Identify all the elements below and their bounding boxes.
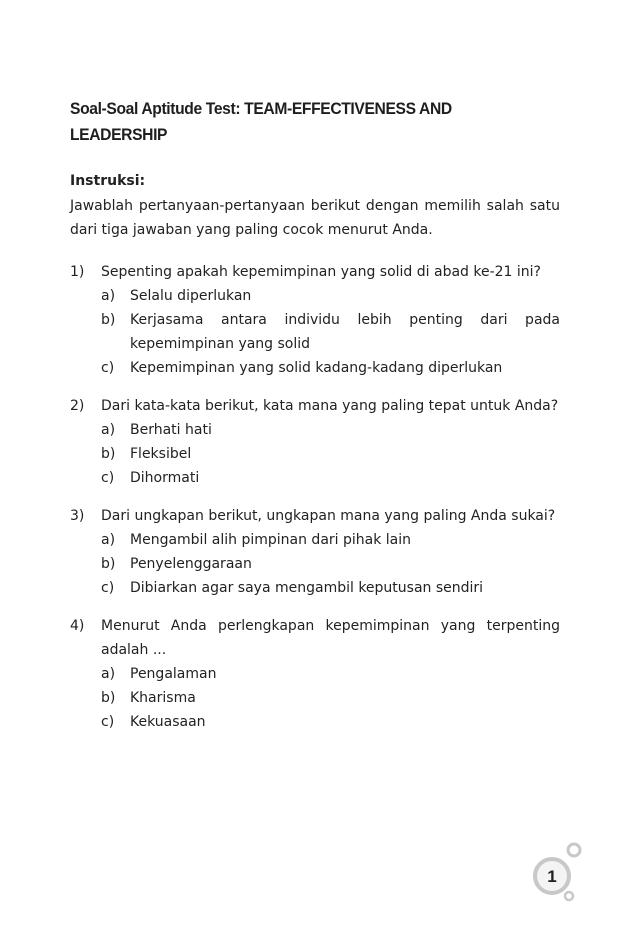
option-key: a) <box>101 288 116 304</box>
question-1 <box>70 260 560 380</box>
option-a <box>101 418 560 442</box>
option-key: a) <box>101 666 116 682</box>
option-a <box>101 528 560 552</box>
option-key: b) <box>101 556 116 572</box>
option-text: Pengalaman <box>130 666 217 682</box>
option-b <box>101 686 560 710</box>
option-key: b) <box>101 690 116 706</box>
option-b <box>101 308 560 356</box>
option-text: Dihormati <box>130 470 200 486</box>
option-key: a) <box>101 532 116 548</box>
option-a <box>101 284 560 308</box>
option-text: Mengambil alih pimpinan dari pihak lain <box>130 532 412 548</box>
option-text: Kharisma <box>130 690 196 706</box>
title-line-1: Soal-Soal Aptitude Test: TEAM-EFFECTIVENESS AND <box>70 99 452 118</box>
option-key: b) <box>101 446 116 462</box>
option-b <box>101 442 560 466</box>
option-text: Fleksibel <box>130 446 192 462</box>
option-text: Penyelenggaraan <box>130 556 252 572</box>
option-text: Dibiarkan agar saya mengambil keputusan sendiri <box>130 580 484 596</box>
page-title <box>70 96 502 148</box>
question-text: Dari kata-kata berikut, kata mana yang paling tepat untuk Anda? <box>101 398 559 414</box>
option-text: Kekuasaan <box>130 714 206 730</box>
title-line-2: LEADERSHIP <box>70 125 168 144</box>
option-text: Kerjasama antara individu lebih penting dari pada kepemimpinan yang solid <box>130 312 560 352</box>
question-list <box>70 260 560 748</box>
badge-bubble-top <box>568 844 580 856</box>
page-number-badge <box>532 856 572 896</box>
option-c <box>101 710 560 734</box>
option-c <box>101 356 560 380</box>
option-key: c) <box>101 360 115 376</box>
question-number: 4) <box>70 618 85 634</box>
question-3 <box>70 504 560 600</box>
option-key: c) <box>101 580 115 596</box>
badge-bubble-bottom <box>565 892 573 900</box>
question-2 <box>70 394 560 490</box>
option-key: b) <box>101 312 116 328</box>
option-c <box>101 576 560 600</box>
option-text: Selalu diperlukan <box>130 288 252 304</box>
instructions-heading: Instruksi: <box>70 173 146 189</box>
option-key: c) <box>101 714 115 730</box>
option-key: a) <box>101 422 116 438</box>
question-text: Menurut Anda perlengkapan kepemimpinan yang terpenting adalah ... <box>101 618 560 658</box>
question-text: Sepenting apakah kepemimpinan yang solid di abad ke-21 ini? <box>101 264 541 280</box>
question-4 <box>70 614 560 734</box>
option-text: Berhati hati <box>130 422 212 438</box>
question-number: 2) <box>70 398 85 414</box>
option-c <box>101 466 560 490</box>
option-text: Kepemimpinan yang solid kadang-kadang diperlukan <box>130 360 503 376</box>
option-a <box>101 662 560 686</box>
question-number: 1) <box>70 264 85 280</box>
option-b <box>101 552 560 576</box>
question-number: 3) <box>70 508 85 524</box>
page-number: 1 <box>547 867 557 886</box>
question-text: Dari ungkapan berikut, ungkapan mana yang paling Anda sukai? <box>101 508 556 524</box>
option-key: c) <box>101 470 115 486</box>
instructions-body: Jawablah pertanyaan-pertanyaan berikut dengan memilih salah satu dari tiga jawaban yang paling cocok menurut Anda. <box>70 198 560 238</box>
